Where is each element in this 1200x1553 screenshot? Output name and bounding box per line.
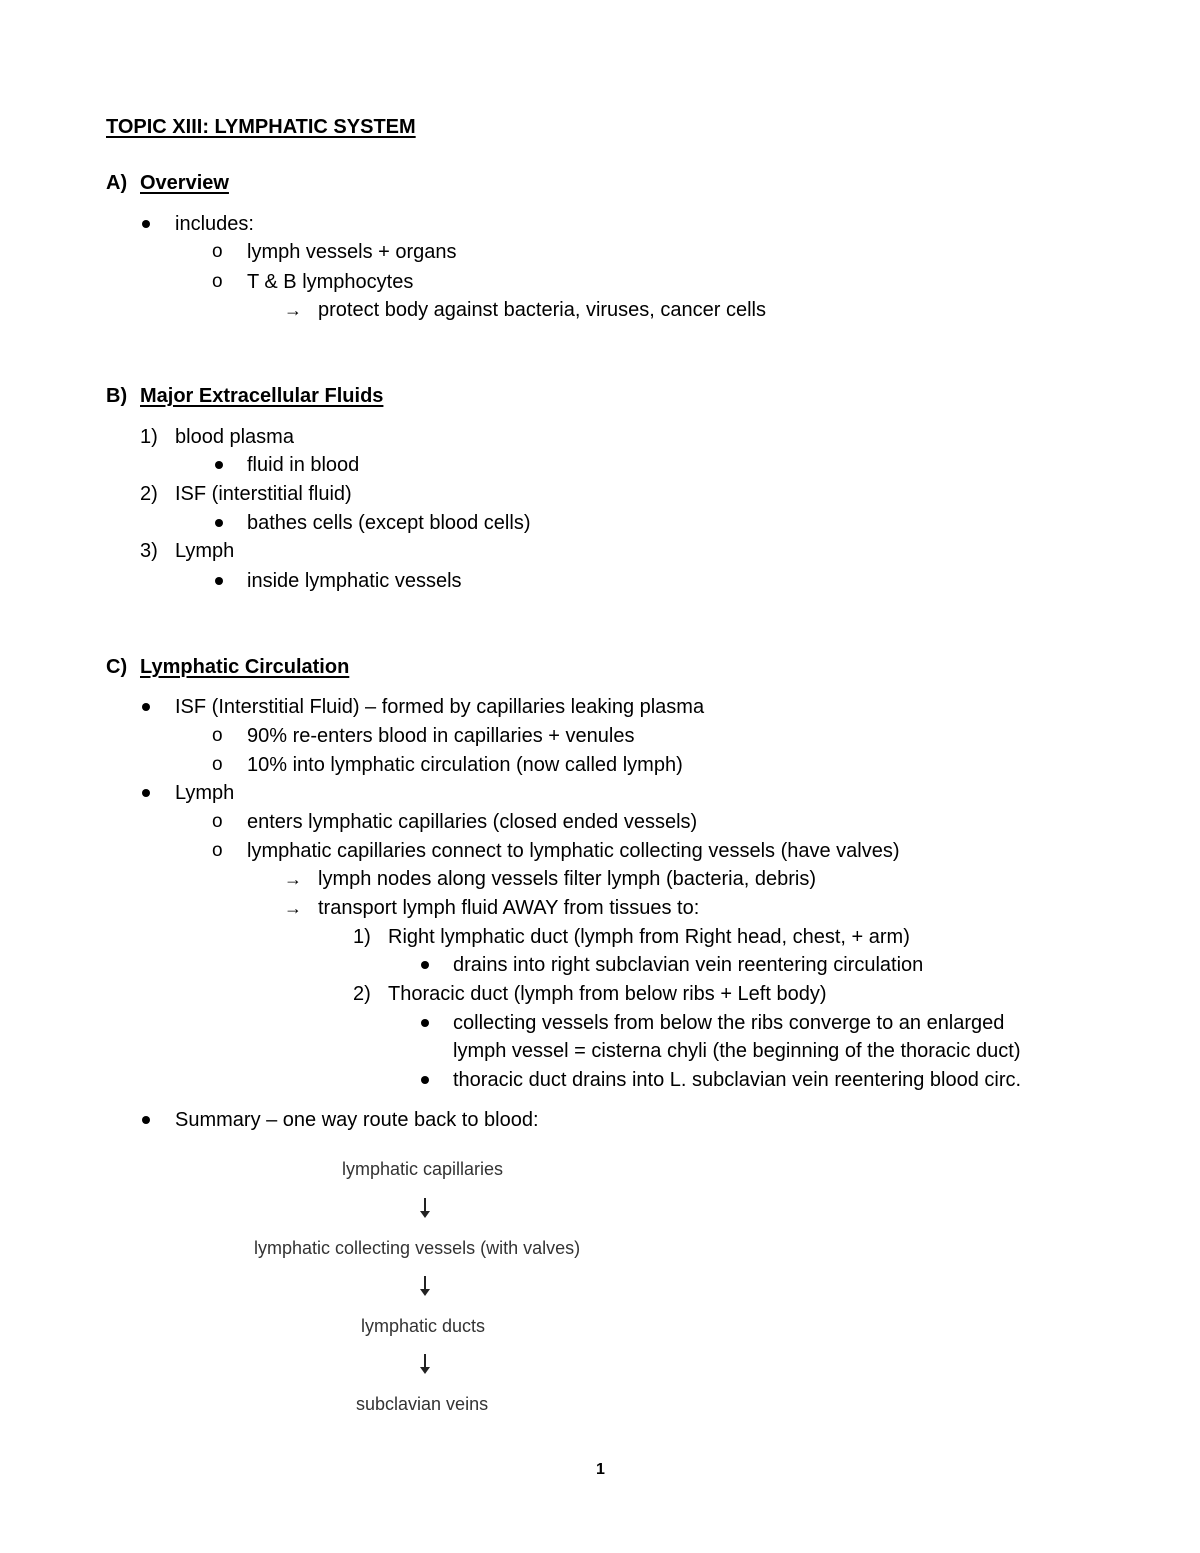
section-a-heading: Overview [140,172,229,194]
fluid-item-3: Lymph [175,540,235,562]
flow-step-2: lymphatic collecting vessels (with valves) [254,1238,581,1258]
arrow-bullet: → [284,300,302,320]
right-lymphatic-duct: Right lymphatic duct (lymph from Right head, chest, + arm) [388,926,910,948]
flow-step-4: subclavian veins [356,1394,489,1414]
fluid-item-2: ISF (interstitial fluid) [175,483,352,505]
down-arrow-icon [424,1354,426,1372]
arrow-bullet: → [284,869,302,889]
fluid-item-1: blood plasma [175,426,294,448]
thoracic-duct-detail-1a: collecting vessels from below the ribs converge to an enlarged [453,1012,1005,1034]
section-a-letter: A) [106,172,128,194]
lymph-arrow-2: transport lymph fluid AWAY from tissues to: [318,897,700,919]
section-c-heading: Lymphatic Circulation [140,656,350,678]
isf-item: ISF (Interstitial Fluid) – formed by capillaries leaking plasma [175,696,705,718]
isf-sub-1: 90% re-enters blood in capillaries + venules [247,725,635,747]
lymph-item: Lymph [175,782,235,804]
flow-step-1: lymphatic capillaries [342,1159,504,1179]
overview-item-1: lymph vessels + organs [247,241,457,263]
summary-item: Summary – one way route back to blood: [175,1109,539,1131]
list-number: 1) [140,426,158,448]
hollow-bullet: o [212,840,223,861]
bullet-dot [142,789,150,797]
bullet-dot [421,1076,429,1084]
bullet-dot [142,1116,150,1124]
overview-item-2-sub: protect body against bacteria, viruses, cancer cells [318,299,766,321]
list-number: 3) [140,540,158,562]
thoracic-duct-detail-1b: lymph vessel = cisterna chyli (the beginning of the thoracic duct) [453,1040,1021,1062]
hollow-bullet: o [212,754,223,775]
down-arrow-icon [424,1276,426,1294]
down-arrow-icon [424,1198,426,1216]
section-b-letter: B) [106,385,128,407]
arrow-bullet: → [284,898,302,918]
bullet-dot [142,220,150,228]
page-title: TOPIC XIII: LYMPHATIC SYSTEM [106,116,416,138]
bullet-dot [142,703,150,711]
flow-step-3: lymphatic ducts [361,1316,486,1336]
hollow-bullet: o [212,271,223,292]
isf-sub-2: 10% into lymphatic circulation (now called lymph) [247,754,683,776]
fluid-item-2-detail: bathes cells (except blood cells) [247,512,531,534]
lymph-sub-1: enters lymphatic capillaries (closed ended vessels) [247,811,698,833]
list-number: 2) [140,483,158,505]
lymph-arrow-1: lymph nodes along vessels filter lymph (bacteria, debris) [318,868,816,890]
bullet-dot [215,577,223,585]
list-number: 2) [353,983,371,1005]
bullet-dot [421,1019,429,1027]
bullet-dot [215,461,223,469]
overview-includes: includes: [175,213,254,235]
section-b-heading: Major Extracellular Fluids [140,385,384,407]
section-c-letter: C) [106,656,128,678]
thoracic-duct-detail-2: thoracic duct drains into L. subclavian vein reentering blood circ. [453,1069,1022,1091]
hollow-bullet: o [212,241,223,262]
hollow-bullet: o [212,811,223,832]
bullet-dot [421,961,429,969]
hollow-bullet: o [212,725,223,746]
fluid-item-1-detail: fluid in blood [247,454,360,476]
fluid-item-3-detail: inside lymphatic vessels [247,570,462,592]
right-duct-detail: drains into right subclavian vein reentering circulation [453,954,924,976]
lymph-sub-2: lymphatic capillaries connect to lymphatic collecting vessels (have valves) [247,840,900,862]
page-number: 1 [596,1461,605,1478]
thoracic-duct: Thoracic duct (lymph from below ribs + Left body) [388,983,827,1005]
bullet-dot [215,519,223,527]
overview-item-2: T & B lymphocytes [247,271,414,293]
list-number: 1) [353,926,371,948]
